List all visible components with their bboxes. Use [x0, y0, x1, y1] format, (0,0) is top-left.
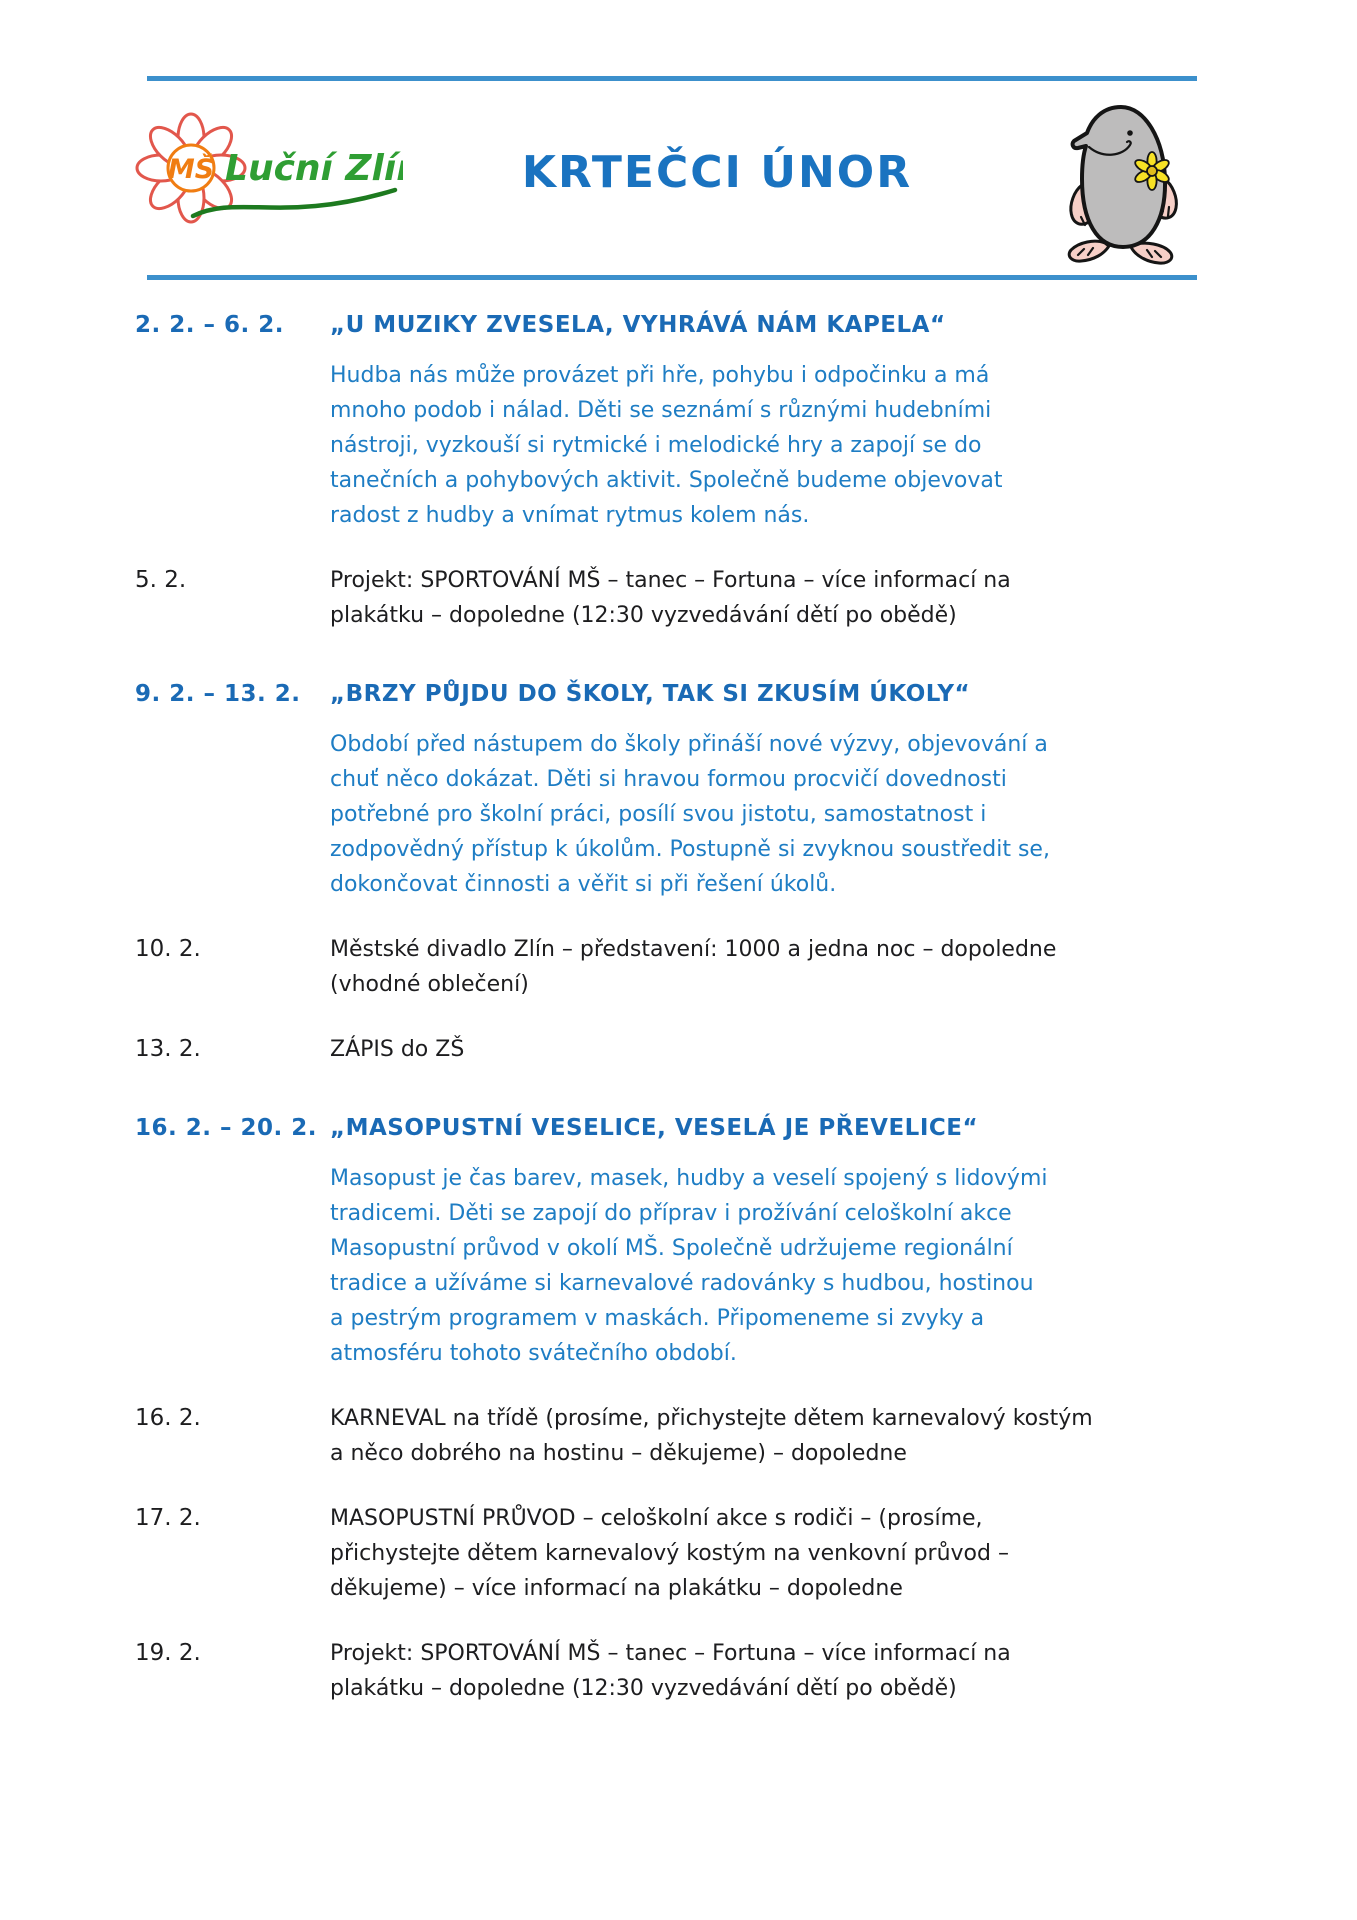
event-date: 5. 2.: [135, 567, 187, 593]
theme-section: [135, 677, 1207, 902]
event-item: [135, 1401, 1207, 1471]
event-content: [330, 1401, 1207, 1471]
event-date: 17. 2.: [135, 1505, 201, 1531]
event-item: [135, 1636, 1207, 1706]
theme-description: Masopust je čas barev, masek, hudby a veselí spojený s lidovými tradicemi. Děti se zapojí do příprav i prožívání celoškolní akce Masopustní průvod v okolí MŠ. Společně udržujeme regionální tradice a užíváme si karnevalové radovánky s hudbou, hostinou a pestrým programem v maskách. Připomeneme si zvyky a atmosféru tohoto svátečního období.: [330, 1166, 1048, 1366]
event-item: [135, 1501, 1207, 1606]
event-date: 10. 2.: [135, 936, 201, 962]
event-text: MASOPUSTNÍ PRŮVOD – celoškolní akce s rodiči – (prosíme, přichystejte dětem karnevalový kostým na venkovní průvod – děkujeme) – více informací na plakátku – dopoledne: [330, 1506, 1009, 1601]
event-date: 16. 2.: [135, 1405, 201, 1431]
date-range: 2. 2. – 6. 2.: [135, 312, 284, 338]
page-title: KRTEČCI ÚNOR: [521, 146, 913, 198]
theme-content: [330, 1111, 1207, 1371]
event-content: [330, 1636, 1207, 1706]
theme-title: „MASOPUSTNÍ VESELICE, VESELÁ JE PŘEVELICE“: [330, 1115, 979, 1141]
mole-illustration: [1031, 93, 1199, 265]
top-divider: [147, 76, 1197, 81]
logo-badge-text: MŠ: [167, 154, 215, 185]
date-range: 16. 2. – 20. 2.: [135, 1115, 317, 1141]
flower-logo-icon: [133, 112, 403, 242]
event-date: 19. 2.: [135, 1640, 201, 1666]
logo-school-text: Luční Zlín: [225, 148, 403, 189]
theme-title: „BRZY PŮJDU DO ŠKOLY, TAK SI ZKUSÍM ÚKOLY“: [330, 681, 971, 707]
event-content: [330, 563, 1207, 633]
event-item: [135, 932, 1207, 1002]
event-text: Městské divadlo Zlín – představení: 1000 a jedna noc – dopoledne (vhodné oblečení): [330, 937, 1057, 997]
event-item: [135, 563, 1207, 633]
theme-content: [330, 308, 1207, 533]
theme-description: Období před nástupem do školy přináší nové výzvy, objevování a chuť něco dokázat. Děti si hravou formou procvičí dovednosti potřebné pro školní práci, posílí svou jistotu, samostatnost i zodpovědný přístup k úkolům. Postupně si zvyknou soustředit se, dokončovat činnosti a věřit si při řešení úkolů.: [330, 732, 1050, 897]
event-text: ZÁPIS do ZŠ: [330, 1037, 465, 1062]
theme-title: „U MUZIKY ZVESELA, VYHRÁVÁ NÁM KAPELA“: [330, 312, 946, 338]
event-text: Projekt: SPORTOVÁNÍ MŠ – tanec – Fortuna – více informací na plakátku – dopoledne (12:30 vyzvedávání dětí po obědě): [330, 568, 1011, 628]
event-date: 13. 2.: [135, 1036, 201, 1062]
theme-description: Hudba nás může provázet při hře, pohybu i odpočinku a má mnoho podob i nálad. Děti se seznámí s různými hudebními nástroji, vyzkouší si rytmické i melodické hry a zapojí se do tanečních a pohybových aktivit. Společně budeme objevovat radost z hudby a vnímat rytmus kolem nás.: [330, 363, 1003, 528]
event-content: [330, 1032, 1207, 1067]
theme-section: [135, 308, 1207, 533]
event-text: Projekt: SPORTOVÁNÍ MŠ – tanec – Fortuna – více informací na plakátku – dopoledne (12:30 vyzvedávání dětí po obědě): [330, 1641, 1011, 1701]
mole-icon: [1037, 93, 1199, 265]
theme-section: [135, 1111, 1207, 1371]
event-item: [135, 1032, 1207, 1067]
school-logo: [133, 112, 403, 246]
schedule-list: [0, 280, 1357, 1706]
document-header: [133, 93, 1199, 265]
event-content: [330, 932, 1207, 1002]
theme-content: [330, 677, 1207, 902]
event-text: KARNEVAL na třídě (prosíme, přichystejte dětem karnevalový kostým a něco dobrého na hostinu – děkujeme) – dopoledne: [330, 1406, 1093, 1466]
event-content: [330, 1501, 1207, 1606]
date-range: 9. 2. – 13. 2.: [135, 681, 301, 707]
